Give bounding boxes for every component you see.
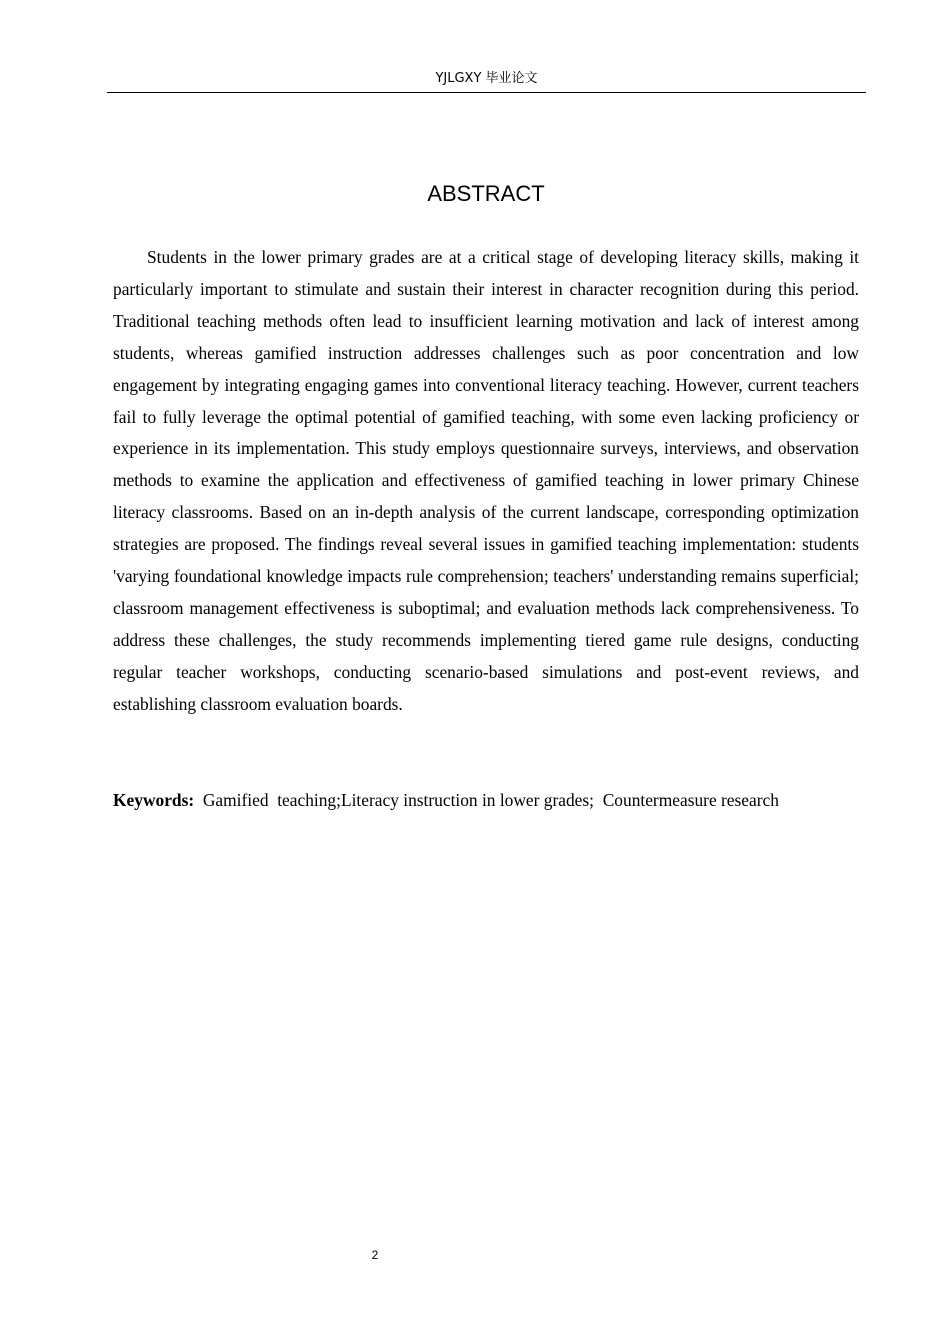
page-number: 2: [371, 1248, 379, 1262]
abstract-title: ABSTRACT: [427, 181, 545, 206]
keywords-label: Keywords:: [113, 790, 195, 810]
keywords-line: [113, 784, 873, 816]
header-rule: [107, 92, 866, 93]
keywords-value: Gamified teaching;Literacy instruction in lower grades; Countermeasure research: [194, 790, 779, 810]
abstract-paragraph: Students in the lower primary grades are at a critical stage of developing literacy skills, making it particularly important to stimulate and sustain their interest in character recognition during this period. Traditional teaching methods often lead to insufficient learning motivation and lack of interest among students, whereas gamified instruction addresses challenges such as poor concentration and low engagement by integrating engaging games into conventional literacy teaching. However, current teachers fail to fully leverage the optimal potential of gamified teaching, with some even lacking proficiency or experience in its implementation. This study employs questionnaire surveys, interviews, and observation methods to examine the application and effectiveness of gamified teaching in lower primary Chinese literacy classrooms. Based on an in-depth analysis of the current landscape, corresponding optimization strategies are proposed. The findings reveal several issues in gamified teaching implementation: students 'varying foundational knowledge impacts rule comprehension; teachers' understanding remains superficial; classroom management effectiveness is suboptimal; and evaluation methods lack comprehensiveness. To address these challenges, the study recommends implementing tiered game rule designs, conducting regular teacher workshops, conducting scenario-based simulations and post-event reviews, and establishing classroom evaluation boards.: [113, 247, 859, 714]
running-header: YJLGXY 毕业论文: [435, 71, 538, 86]
